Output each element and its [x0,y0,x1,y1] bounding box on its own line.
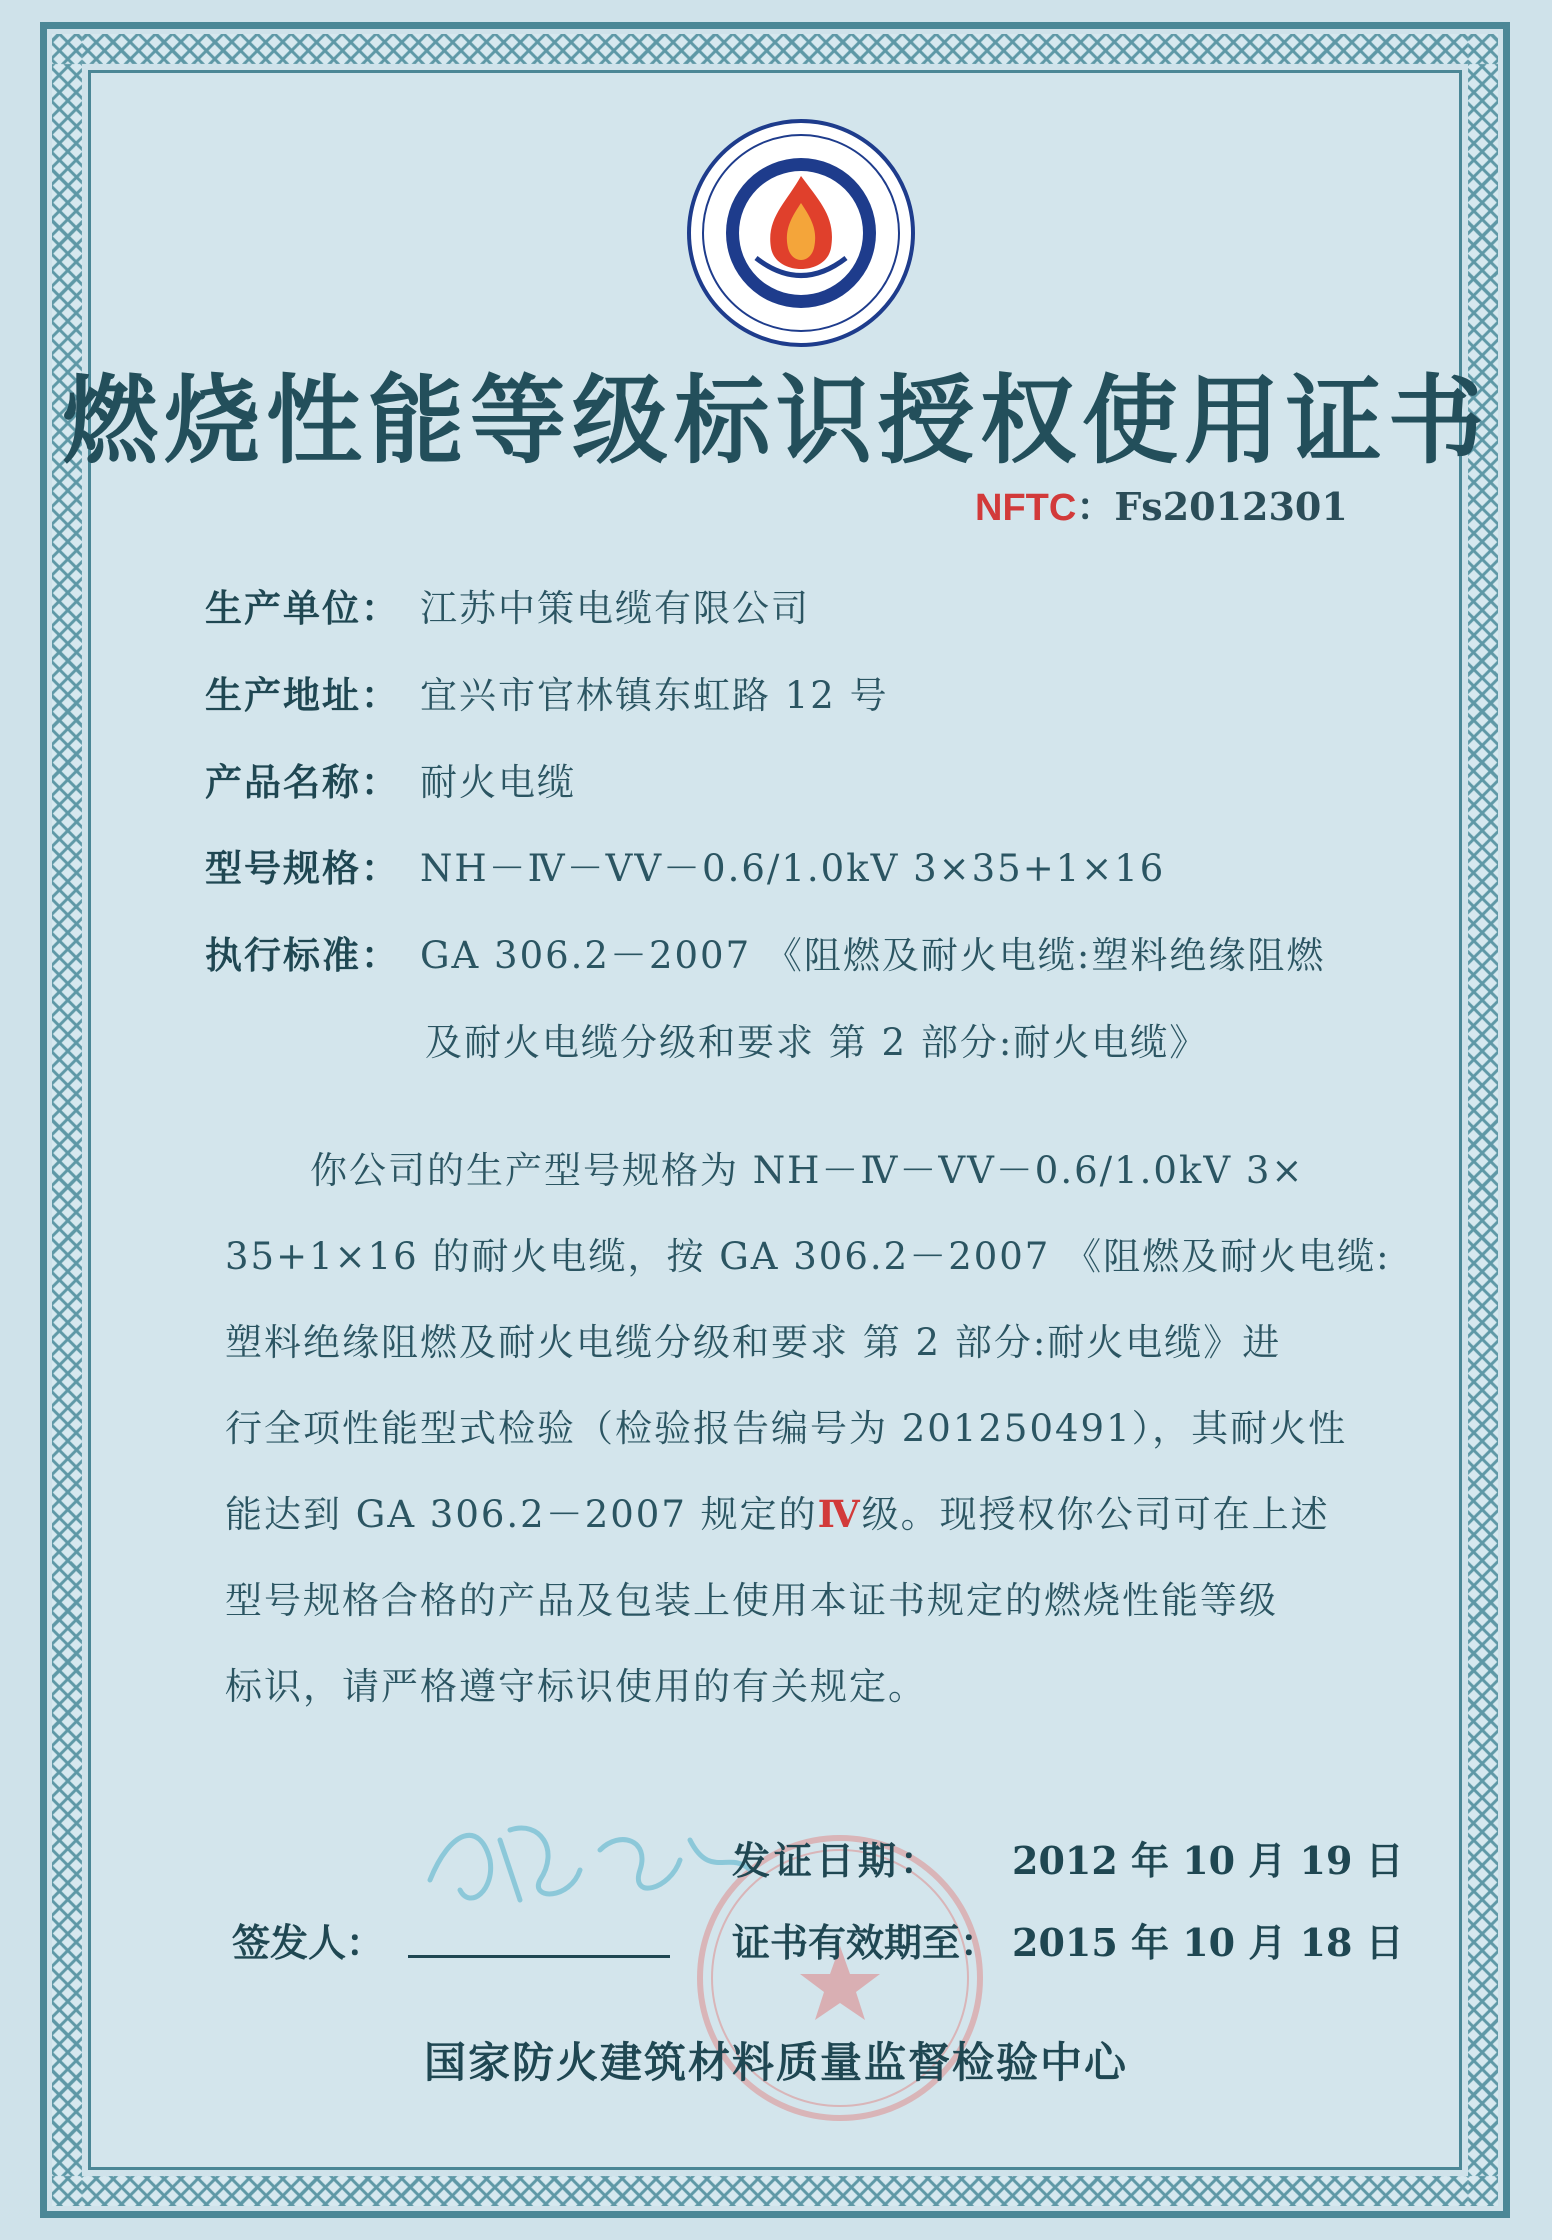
field-standard [205,925,1325,979]
body-text-line: 型号规格合格的产品及包装上使用本证书规定的燃烧性能等级 [225,1579,1278,1622]
certificate-number-separator: ： [1076,484,1115,529]
body-text-line: 你公司的生产型号规格为 NH－Ⅳ－VV－0.6/1.0kV 3× [310,1149,1305,1192]
valid-until-value: 2015 年 10 月 18 日 [1012,1920,1404,1965]
field-label: 生产单位： [205,587,400,630]
body-text-line: 行全项性能型式检验（检验报告编号为 201250491），其耐火性 [225,1407,1348,1450]
body-text-line: 塑料绝缘阻燃及耐火电缆分级和要求 第 2 部分:耐火电缆》进 [225,1321,1282,1364]
field-label: 型号规格： [205,847,400,890]
valid-until-row [732,1912,1404,1967]
field-label: 产品名称： [205,761,400,804]
issuing-organization: 国家防火建筑材料质量监督检验中心 [423,2038,1128,2087]
body-text-segment: 级。现授权你公司可在上述 [861,1493,1330,1536]
field-standard-continuation: 及耐火电缆分级和要求 第 2 部分:耐火电缆》 [425,1021,1209,1064]
field-address [205,665,889,719]
field-value: 宜兴市官林镇东虹路 12 号 [420,674,889,717]
field-product [205,752,576,806]
body-text-line: 标识，请严格遵守标识使用的有关规定。 [225,1665,927,1708]
body-text-line: 35+1×16 的耐火电缆，按 GA 306.2－2007 《阻燃及耐火电缆: [225,1235,1391,1278]
field-label: 生产地址： [205,674,400,717]
body-text-line [225,1484,1330,1538]
certificate-number-value: Fs2012301 [1114,484,1348,529]
field-value: 耐火电缆 [420,761,576,804]
grade-iv-highlight: Ⅳ [817,1492,862,1536]
field-model [205,838,1165,892]
nftc-emblem-icon [686,118,916,348]
signer-label: 签发人： [232,1921,385,1965]
field-producer [205,578,810,632]
body-text-segment: 能达到 GA 306.2－2007 规定的 [225,1493,818,1536]
signature-line [408,1955,670,1958]
issue-date-value: 2012 年 10 月 19 日 [1012,1838,1404,1883]
field-value: 江苏中策电缆有限公司 [420,587,810,630]
certificate-number-prefix: NFTC [975,487,1077,529]
field-value: GA 306.2－2007 《阻燃及耐火电缆:塑料绝缘阻燃 [420,934,1326,977]
field-label: 执行标准： [205,934,400,977]
issue-date-row [732,1830,1404,1885]
issue-date-label: 发证日期： [732,1839,943,1883]
valid-until-label: 证书有效期至： [732,1921,999,1965]
certificate-title: 燃烧性能等级标识授权使用证书 [62,365,1490,477]
field-value: NH－Ⅳ－VV－0.6/1.0kV 3×35+1×16 [420,847,1166,890]
certificate-number [975,476,1348,531]
